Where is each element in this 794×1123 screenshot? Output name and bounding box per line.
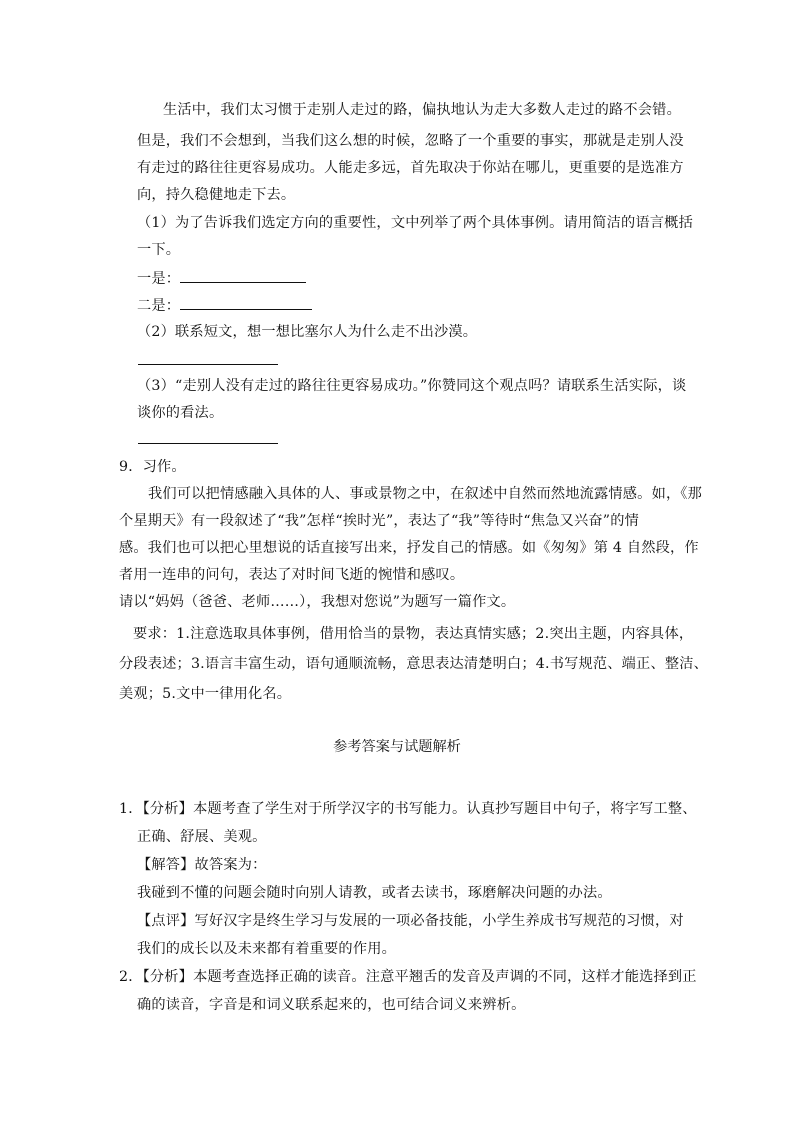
q8-sub2: （2）联系短文，想一想比塞尔人为什么走不出沙漠。 [137,324,478,340]
passage-paragraph-2-line-2: 有走过的路往往更容易成功。人能走多远，首先取决于你站在哪儿，更重要的是选准方 [137,160,684,176]
q8-second-example [137,295,312,316]
answer-1-line-2: 正确、舒展、美观。 [137,829,267,845]
second-example-label: 二是： [137,298,181,314]
passage-paragraph-2-line-1: 但是，我们不会想到，当我们这么想的时候，忽略了一个重要的事实，那就是走别人没 [137,133,684,149]
answers-section-title: 参考答案与试题解析 [333,739,461,755]
q9-line-1: 我们可以把情感融入具体的人、事或景物之中，在叙述中自然而然地流露情感。如，《那 [148,486,703,502]
q9-line-2: 个星期天》有一段叙述了“我”怎样“挨时光”，表达了“我”等待时“焦急又兴奋”的情 [119,513,640,529]
q9-line-3: 感。我们也可以把心里想说的话直接写出来，抒发自己的情感。如《匆匆》第 4 自然段，作 [119,540,699,556]
passage-paragraph-1: 生活中，我们太习惯于走别人走过的路，偏执地认为走大多数人走过的路不会错。 [163,102,681,118]
first-example-answer-blank[interactable] [180,268,306,283]
answer-1-line-5: 【点评】写好汉字是终生学习与发展的一项必备技能，小学生养成书写规范的习惯，对 [137,913,684,929]
q8-sub2-answer-blank[interactable] [138,364,278,365]
answer-1-line-1: 1．【分析】本题考查了学生对于所学汉字的书写能力。认真抄写题目中句子，将字写工整、 [119,801,697,817]
q9-line-5: 请以“妈妈（爸爸、老师……），我想对您说”为题写一篇作文。 [119,594,516,610]
q8-sub3-line-1: （3）“走别人没有走过的路往往更容易成功。”你赞同这个观点吗？请联系生活实际，谈 [137,378,687,394]
q8-sub1-line-1: （1）为了告诉我们选定方向的重要性，文中列举了两个具体事例。请用简洁的语言概括 [137,215,693,231]
answer-1-line-3: 【解答】故答案为： [137,857,267,873]
q8-sub3-answer-blank[interactable] [138,443,278,444]
passage-paragraph-2-line-3: 向，持久稳健地走下去。 [137,187,296,203]
q9-line-4: 者用一连串的问句，表达了对时间飞逝的惋惜和感叹。 [119,567,465,583]
first-example-label: 一是： [137,271,181,287]
second-example-answer-blank[interactable] [180,295,312,310]
answer-1-line-6: 我们的成长以及未来都有着重要的作用。 [137,941,396,957]
answer-1-line-4: 我碰到不懂的问题会随时向别人请教，或者去读书，琢磨解决问题的办法。 [137,885,612,901]
q8-first-example [137,268,306,289]
q9-requirements-line-3: 美观；5.文中一律用化名。 [119,686,292,702]
q9-requirements-line-2: 分段表述；3.语言丰富生动，语句通顺流畅，意思表达清楚明白；4.书写规范、端正、整洁、 [119,656,708,672]
q9-heading: 9．习作。 [119,459,186,475]
answer-2-line-2: 确的读音，字音是和词义联系起来的，也可结合词义来辨析。 [137,997,526,1013]
answer-2-line-1: 2．【分析】本题考查选择正确的读音。注意平翘舌的发音及声调的不同，这样才能选择到正 [119,969,697,985]
q8-sub3-line-2: 谈你的看法。 [137,405,224,421]
q9-requirements-line-1: 要求：1.注意选取具体事例，借用恰当的景物，表达真情实感；2.突出主题，内容具体， [133,626,694,642]
q8-sub1-line-2: 一下。 [137,242,181,258]
